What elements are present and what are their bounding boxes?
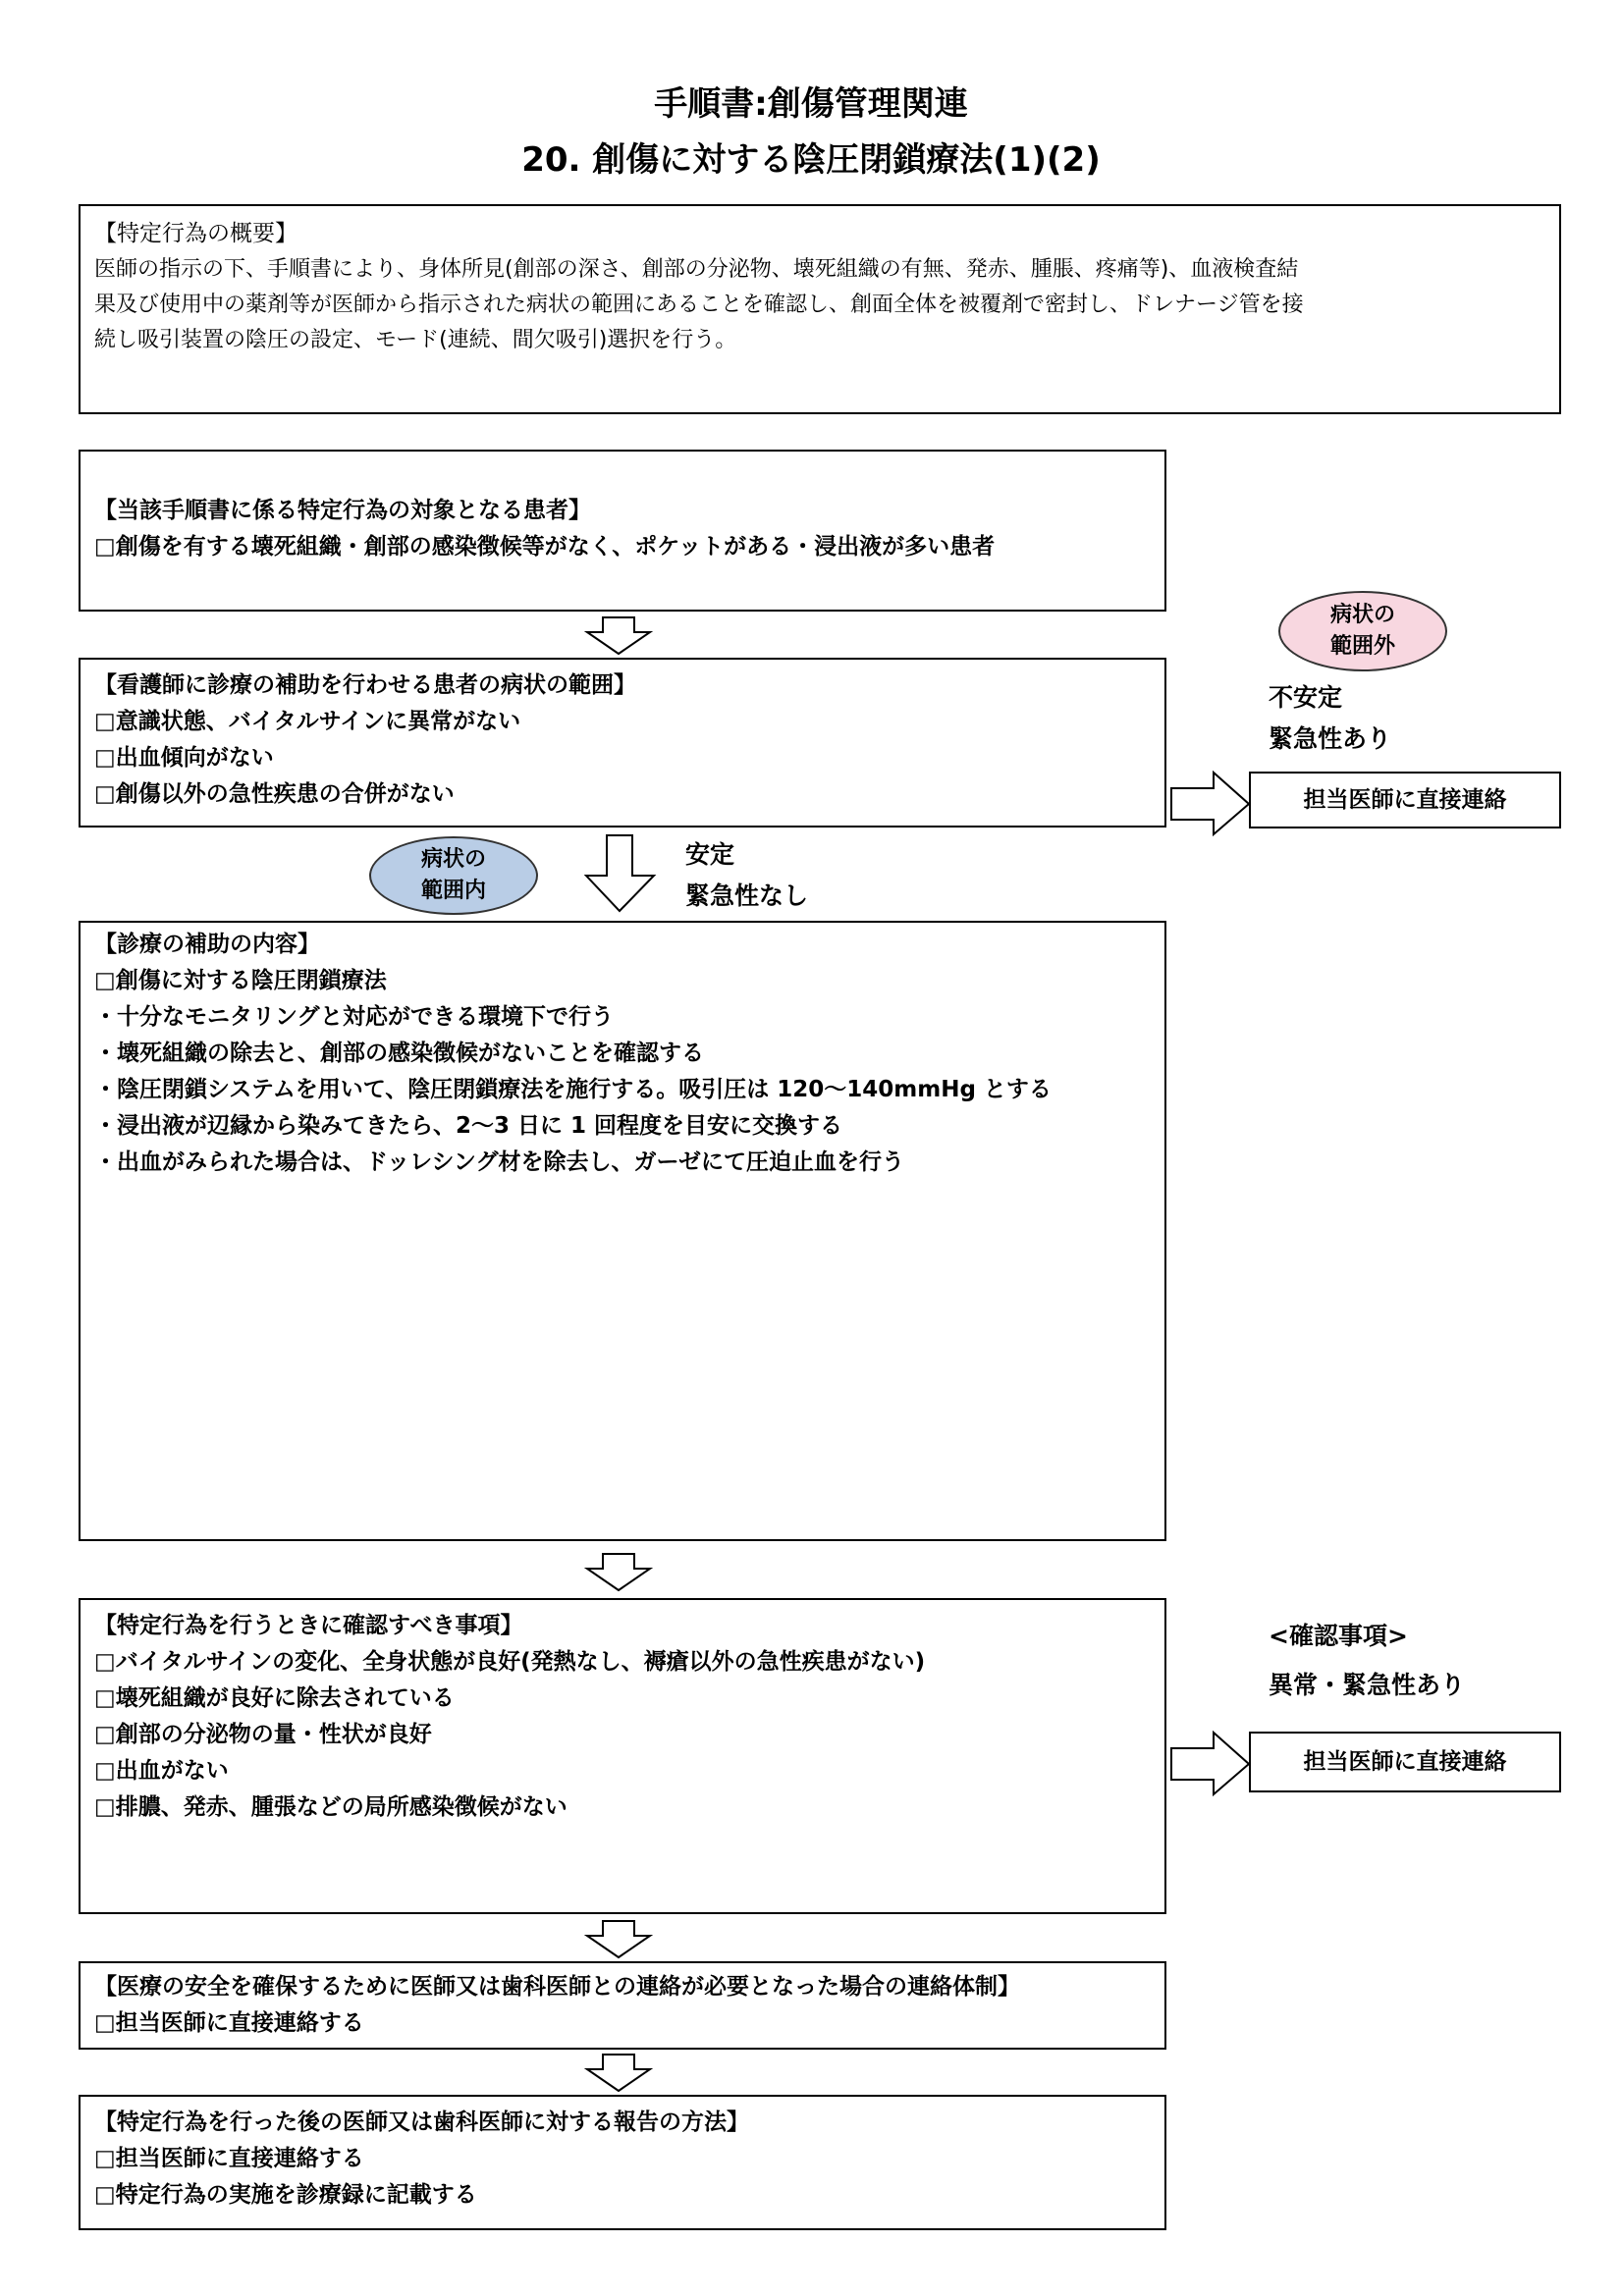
condition-range-heading: 【看護師に診療の補助を行わせる患者の病状の範囲】 <box>94 672 636 698</box>
flow-arrow-down <box>587 1920 652 1959</box>
check-items-box <box>79 1598 1166 1914</box>
check-side-label: <確認事項> <box>1269 1622 1408 1650</box>
condition-range-item: □意識状態、バイタルサインに異常がない <box>94 709 521 734</box>
assist-content-item: ・陰圧閉鎖システムを用いて、陰圧閉鎖療法を施行する。吸引圧は 120〜140mmHg とする <box>94 1077 1052 1102</box>
check-items-item: □バイタルサインの変化、全身状態が良好(発熱なし、褥瘡以外の急性疾患がない) <box>94 1649 926 1675</box>
check-items-heading: 【特定行為を行うときに確認すべき事項】 <box>94 1613 523 1638</box>
stable-status <box>685 834 808 917</box>
assist-content-item: ・壊死組織の除去と、創部の感染徴候がないことを確認する <box>94 1041 704 1066</box>
assist-content-item: ・出血がみられた場合は、ドッレシング材を除去し、ガーゼにて圧迫止血を行う <box>94 1149 905 1175</box>
assist-content-item: □創傷に対する陰圧閉鎖療法 <box>94 968 387 993</box>
assist-content-item: ・十分なモニタリングと対応ができる環境下で行う <box>94 1004 614 1030</box>
flow-arrow-right <box>1170 1732 1251 1796</box>
report-method-box <box>79 2095 1166 2230</box>
contact-system-item: □担当医師に直接連絡する <box>94 2010 364 2036</box>
report-method-item: □担当医師に直接連絡する <box>94 2146 364 2171</box>
out-of-range-ellipse-text: 範囲外 <box>1329 634 1395 659</box>
in-range-ellipse <box>369 836 538 915</box>
unstable-status-line: 緊急性あり <box>1269 724 1392 753</box>
report-method-heading: 【特定行為を行った後の医師又は歯科医師に対する報告の方法】 <box>94 2109 749 2135</box>
out-of-range-ellipse <box>1278 591 1447 671</box>
assist-content-heading: 【診療の補助の内容】 <box>94 932 320 957</box>
target-patients-heading: 【当該手順書に係る特定行為の対象となる患者】 <box>94 498 591 523</box>
flow-arrow-down <box>587 1553 652 1592</box>
page-title: 手順書:創傷管理関連 <box>654 84 968 124</box>
check-items-item: □創部の分泌物の量・性状が良好 <box>94 1722 432 1747</box>
unstable-status <box>1269 677 1391 760</box>
target-patients-item: □創傷を有する壊死組織・創部の感染徴候等がなく、ポケットがある・浸出液が多い患者 <box>94 534 996 560</box>
contact-doctor-box: 担当医師に直接連絡 <box>1249 1732 1561 1792</box>
overview-box <box>79 204 1561 414</box>
in-range-ellipse-text: 範囲内 <box>420 879 486 903</box>
contact-doctor-box: 担当医師に直接連絡 <box>1249 772 1561 828</box>
overview-heading: 【特定行為の概要】 <box>94 221 297 246</box>
stable-status-line: 安定 <box>685 840 735 869</box>
flow-arrow-right <box>1170 772 1251 836</box>
assist-content-box <box>79 921 1166 1541</box>
check-items-item: □出血がない <box>94 1758 229 1784</box>
flow-arrow-down <box>587 2054 652 2093</box>
overview-line: 続し吸引装置の陰圧の設定、モード(連続、間欠吸引)選択を行う。 <box>94 328 737 352</box>
condition-range-item: □出血傾向がない <box>94 745 274 771</box>
unstable-status-line: 不安定 <box>1269 683 1343 712</box>
condition-range-box <box>79 658 1166 828</box>
check-side-status: 異常・緊急性あり <box>1269 1671 1466 1699</box>
in-range-ellipse-text: 病状の <box>420 847 486 872</box>
assist-content-item: ・浸出液が辺縁から染みてきたら、2〜3 日に 1 回程度を目安に交換する <box>94 1113 843 1139</box>
contact-system-box <box>79 1961 1166 2050</box>
check-items-item: □壊死組織が良好に除去されている <box>94 1685 455 1711</box>
target-patients-box <box>79 450 1166 612</box>
overview-line: 医師の指示の下、手順書により、身体所見(創部の深さ、創部の分泌物、壊死組織の有無、発赤、腫脹、疼痛等)、血液検査結 <box>94 257 1299 282</box>
report-method-item: □特定行為の実施を診療録に記載する <box>94 2182 477 2208</box>
overview-line: 果及び使用中の薬剤等が医師から指示された病状の範囲にあることを確認し、創面全体を被覆剤で密封し、ドレナージ管を接 <box>94 293 1304 317</box>
stable-status-line: 緊急性なし <box>685 881 809 910</box>
check-items-item: □排膿、発赤、腫張などの局所感染徴候がない <box>94 1794 568 1820</box>
condition-range-item: □創傷以外の急性疾患の合併がない <box>94 781 455 807</box>
out-of-range-ellipse-text: 病状の <box>1329 603 1395 627</box>
page-subtitle: 20. 創傷に対する陰圧閉鎖療法(1)(2) <box>521 140 1101 180</box>
flow-arrow-down <box>587 616 652 656</box>
flow-arrow-down-large <box>585 834 656 913</box>
contact-system-heading: 【医療の安全を確保するために医師又は歯科医師との連絡が必要となった場合の連絡体制】 <box>94 1974 1020 2000</box>
